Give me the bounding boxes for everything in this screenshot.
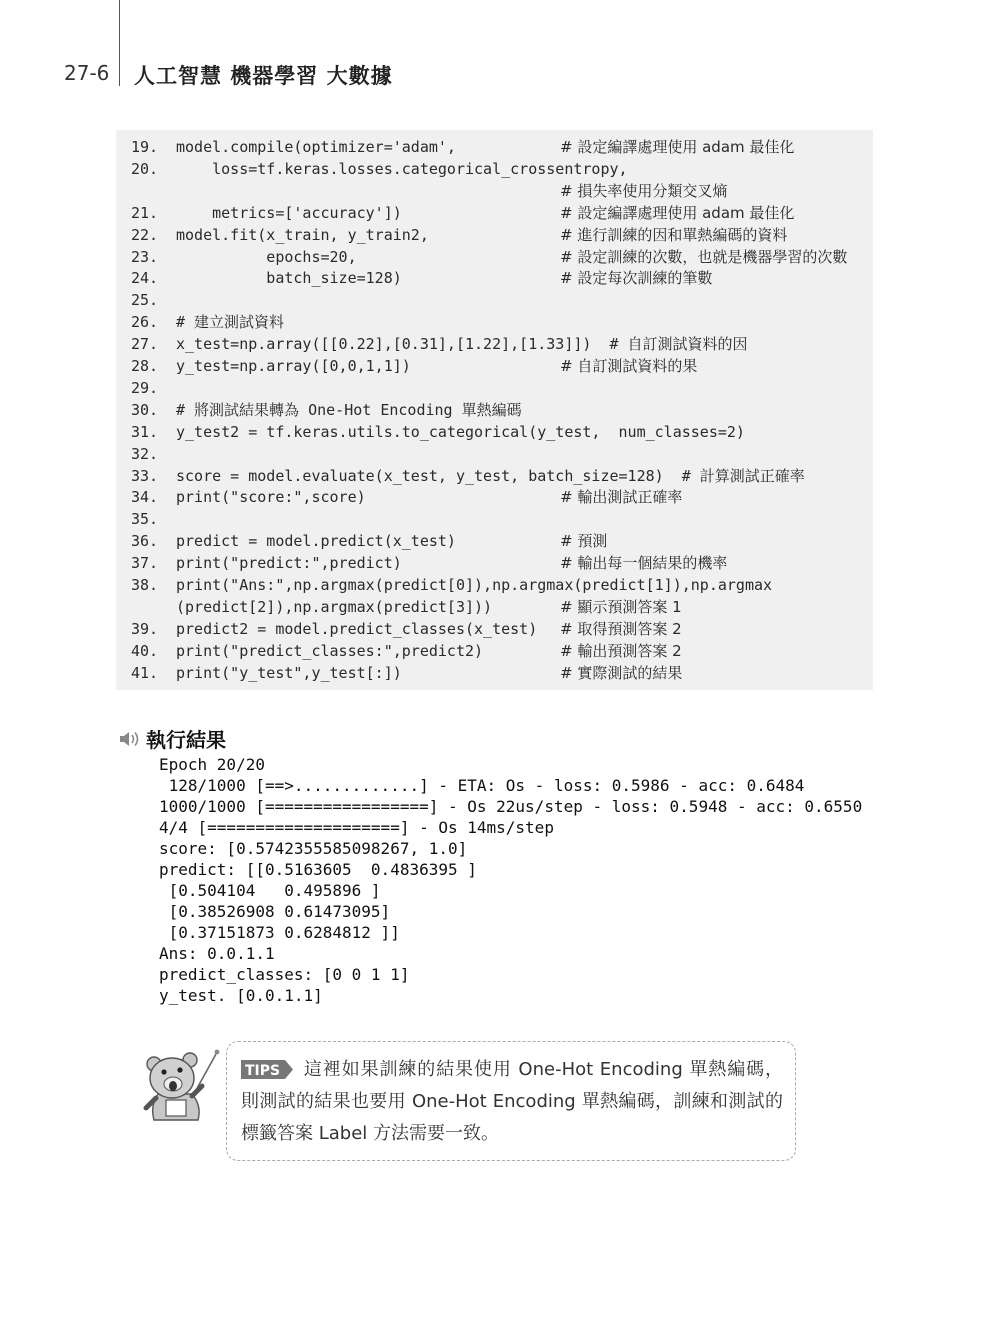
output-line: 4/4 [====================] - Os 14ms/step	[159, 818, 554, 837]
code-line	[116, 574, 873, 596]
code-line	[116, 640, 873, 662]
line-number: 22.	[131, 225, 159, 244]
code-comment: # 設定每次訓練的筆數	[560, 269, 713, 288]
code-comment: # 設定編譯處理使用 adam 最佳化	[560, 203, 795, 222]
code-block	[116, 130, 873, 690]
code-line	[116, 158, 873, 180]
line-number: 40.	[131, 641, 159, 660]
line-number: 36.	[131, 532, 159, 551]
tips-label: TIPS	[245, 1063, 281, 1079]
line-number: 24.	[131, 269, 159, 288]
code-line	[116, 530, 873, 552]
line-number: 20.	[131, 159, 159, 178]
code-comment: # 輸出測試正確率	[560, 488, 683, 507]
code-line	[116, 246, 873, 268]
code-text: epochs=20,	[176, 247, 357, 266]
code-line	[116, 136, 873, 158]
code-comment: # 預測	[560, 532, 608, 551]
output-line: 1000/1000 [=================] - Os 22us/step - loss: 0.5948 - acc: 0.6550	[159, 797, 863, 816]
output-line: y_test. [0.0.1.1]	[159, 986, 323, 1005]
line-number: 32.	[131, 444, 159, 463]
code-text: model.fit(x_train, y_train2,	[176, 225, 429, 244]
output-line: [0.38526908 0.61473095]	[159, 902, 391, 921]
code-comment: # 取得預測答案 2	[560, 619, 682, 638]
code-comment: # 進行訓練的因和單熱編碼的資料	[560, 225, 788, 244]
output-line: Ans: 0.0.1.1	[159, 944, 275, 963]
bear-mascot-icon	[140, 1046, 226, 1124]
code-line	[116, 202, 873, 224]
output-line: 128/1000 [==>.............] - ETA: Os - loss: 0.5986 - acc: 0.6484	[159, 776, 805, 795]
output-line: [0.504104 0.495896 ]	[159, 881, 381, 900]
page-number: 27-6	[64, 61, 110, 85]
code-comment: # 損失率使用分類交叉熵	[560, 181, 728, 200]
code-line	[116, 355, 873, 377]
code-line	[116, 289, 873, 311]
code-line	[116, 443, 873, 465]
code-text: x_test=np.array([[0.22],[0.31],[1.22],[1.33]]) # 自訂測試資料的因	[176, 335, 748, 354]
code-text: # 將測試結果轉為 One-Hot Encoding 單熱編碼	[176, 400, 522, 419]
code-text: print("y_test",y_test[:])	[176, 663, 402, 682]
code-text: print("predict:",predict)	[176, 554, 402, 573]
code-line	[116, 180, 873, 202]
line-number: 29.	[131, 378, 159, 397]
output-line: predict: [[0.5163605 0.4836395 ]	[159, 860, 477, 879]
code-comment: # 顯示預測答案 1	[560, 597, 682, 616]
code-comment: # 輸出預測答案 2	[560, 641, 682, 660]
code-line	[116, 508, 873, 530]
line-number: 39.	[131, 619, 159, 638]
output-line: [0.37151873 0.6284812 ]]	[159, 923, 400, 942]
line-number: 23.	[131, 247, 159, 266]
line-number: 31.	[131, 422, 159, 441]
code-line	[116, 486, 873, 508]
code-line	[116, 421, 873, 443]
line-number: 21.	[131, 203, 159, 222]
code-line	[116, 552, 873, 574]
line-number: 41.	[131, 663, 159, 682]
code-comment: # 自訂測試資料的果	[560, 357, 698, 375]
code-text: # 建立測試資料	[176, 313, 285, 332]
code-text: (predict[2]),np.argmax(predict[3]))	[176, 597, 493, 616]
header-rule	[119, 0, 120, 86]
code-comment: # 輸出每一個結果的機率	[560, 554, 728, 573]
output-line: predict_classes: [0 0 1 1]	[159, 965, 410, 984]
code-text: print("predict_classes:",predict2)	[176, 641, 484, 660]
code-line	[116, 465, 873, 487]
book-title: 人工智慧 機器學習 大數據	[134, 64, 393, 88]
code-line	[116, 377, 873, 399]
output-block	[159, 754, 862, 1006]
code-text: predict2 = model.predict_classes(x_test)	[176, 619, 538, 638]
line-number: 35.	[131, 510, 159, 529]
code-comment: # 設定編譯處理使用 adam 最佳化	[560, 138, 795, 156]
line-number: 19.	[131, 138, 159, 156]
code-text: y_test=np.array([0,0,1,1])	[176, 357, 411, 375]
code-text: model.compile(optimizer='adam',	[176, 138, 456, 156]
tips-text	[241, 1054, 783, 1150]
code-text: print("Ans:",np.argmax(predict[0]),np.argmax(predict[1]),np.argmax	[176, 576, 773, 594]
code-comment: # 設定訓練的次數，也就是機器學習的次數	[560, 247, 848, 266]
code-line	[116, 224, 873, 246]
code-line	[116, 399, 873, 421]
code-text: y_test2 = tf.keras.utils.to_categorical(y_test, num_classes=2)	[176, 422, 745, 441]
tips-box	[226, 1041, 796, 1161]
line-number: 34.	[131, 488, 159, 507]
tips-body: 這裡如果訓練的結果使用 One-Hot Encoding 單熱編碼，則測試的結果也要用 One-Hot Encoding 單熱編碼，訓練和測試的標籤答案 Label 方法需要一致。	[241, 1059, 783, 1144]
speaker-icon	[118, 729, 142, 749]
line-number: 33.	[131, 466, 159, 485]
result-heading: 執行結果	[146, 728, 226, 752]
code-text: predict = model.predict(x_test)	[176, 532, 456, 551]
code-text: score = model.evaluate(x_test, y_test, batch_size=128) # 計算測試正確率	[176, 466, 805, 485]
line-number: 38.	[131, 576, 159, 594]
code-comment: # 實際測試的結果	[560, 663, 683, 682]
code-text: print("score:",score)	[176, 488, 366, 507]
code-line	[116, 333, 873, 355]
code-text: metrics=['accuracy'])	[176, 203, 402, 222]
code-line	[116, 267, 873, 289]
output-line: Epoch 20/20	[159, 755, 265, 774]
line-number: 25.	[131, 291, 159, 310]
line-number: 28.	[131, 357, 159, 375]
line-number: 26.	[131, 313, 159, 332]
output-line: score: [0.5742355585098267, 1.0]	[159, 839, 468, 858]
code-text: loss=tf.keras.losses.categorical_crossentropy,	[176, 159, 628, 178]
code-text: batch_size=128)	[176, 269, 402, 288]
line-number: 37.	[131, 554, 159, 573]
line-number: 30.	[131, 400, 159, 419]
code-line	[116, 662, 873, 684]
code-line	[116, 596, 873, 618]
line-number: 27.	[131, 335, 159, 354]
code-line	[116, 618, 873, 640]
code-line	[116, 311, 873, 333]
